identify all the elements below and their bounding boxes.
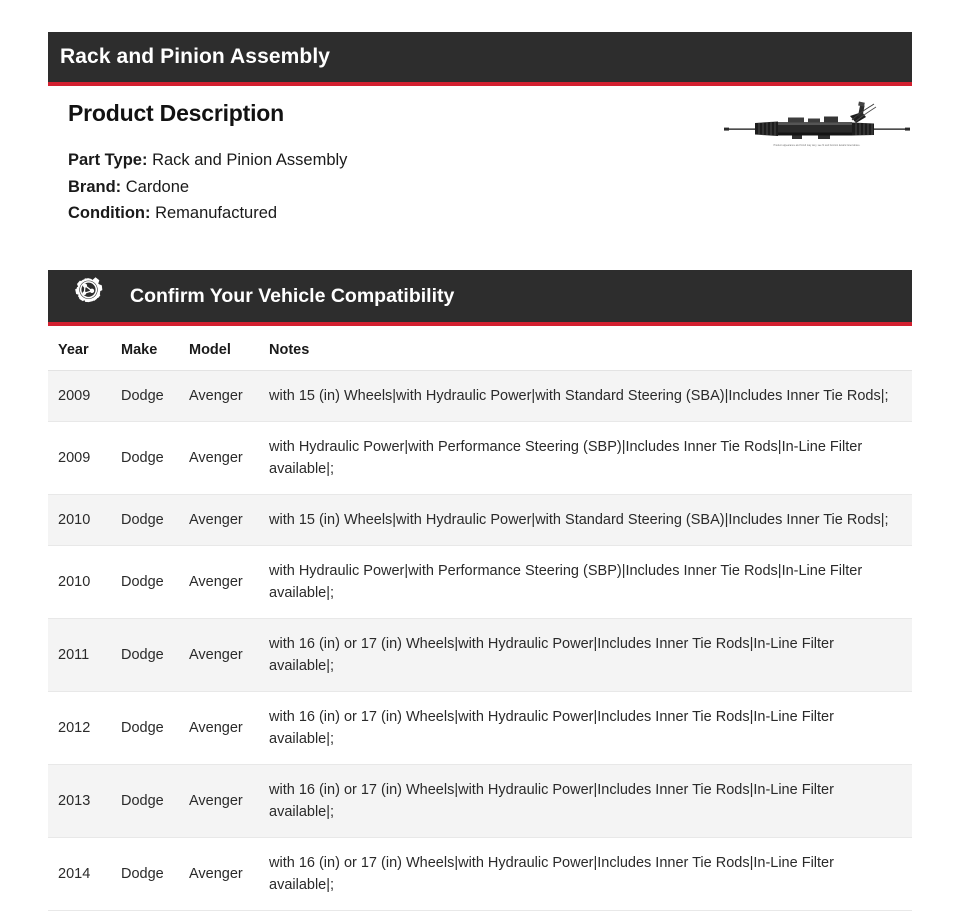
- column-header-make: Make: [111, 330, 179, 371]
- cell-notes: with 16 (in) or 17 (in) Wheels|with Hydraulic Power|Includes Inner Tie Rods|In-Line Filter available|;: [259, 765, 912, 838]
- cell-year: 2010: [48, 546, 111, 619]
- cell-year: 2014: [48, 838, 111, 911]
- table-row: [48, 619, 912, 692]
- table-row: [48, 422, 912, 495]
- column-header-year: Year: [48, 330, 111, 371]
- cell-notes: with 16 (in) or 17 (in) Wheels|with Hydraulic Power|Includes Inner Tie Rods|In-Line Filter available|;: [259, 619, 912, 692]
- cell-notes: with 16 (in) or 17 (in) Wheels|with Hydraulic Power|Includes Inner Tie Rods|In-Line Filter available|;: [259, 838, 912, 911]
- product-image: [722, 100, 912, 156]
- table-row: [48, 495, 912, 546]
- column-header-model: Model: [179, 330, 259, 371]
- table-row: [48, 765, 912, 838]
- table-row: [48, 692, 912, 765]
- table-row: [48, 546, 912, 619]
- cell-make: Dodge: [111, 546, 179, 619]
- cell-model: Avenger: [179, 838, 259, 911]
- rack-and-pinion-assembly-icon: [722, 100, 912, 144]
- cell-make: Dodge: [111, 495, 179, 546]
- cell-year: 2012: [48, 692, 111, 765]
- gear-icon: [68, 276, 108, 316]
- cell-year: 2009: [48, 371, 111, 422]
- spec-row-condition: [68, 200, 912, 227]
- cell-year: 2011: [48, 619, 111, 692]
- cell-make: Dodge: [111, 422, 179, 495]
- product-title-bar: [48, 32, 912, 86]
- spec-label-condition: Condition:: [68, 204, 151, 222]
- cell-model: Avenger: [179, 692, 259, 765]
- cell-model: Avenger: [179, 765, 259, 838]
- fitment-table-body: [48, 371, 912, 911]
- cell-year: 2013: [48, 765, 111, 838]
- page-title: Rack and Pinion Assembly: [60, 45, 331, 68]
- table-row: [48, 838, 912, 911]
- table-row: [48, 371, 912, 422]
- cell-notes: with Hydraulic Power|with Performance Steering (SBP)|Includes Inner Tie Rods|In-Line Filter available|;: [259, 422, 912, 495]
- cell-model: Avenger: [179, 619, 259, 692]
- cell-notes: with 16 (in) or 17 (in) Wheels|with Hydraulic Power|Includes Inner Tie Rods|In-Line Filter available|;: [259, 692, 912, 765]
- cell-model: Avenger: [179, 371, 259, 422]
- cell-make: Dodge: [111, 838, 179, 911]
- vehicle-compatibility-header: [48, 270, 912, 326]
- spec-label-part-type: Part Type:: [68, 151, 148, 169]
- spec-value-brand: Cardone: [125, 177, 190, 196]
- cell-make: Dodge: [111, 619, 179, 692]
- spec-value-part-type: Rack and Pinion Assembly: [152, 151, 348, 169]
- column-header-notes: Notes: [259, 330, 912, 371]
- cell-make: Dodge: [111, 692, 179, 765]
- vehicle-compatibility-title: Confirm Your Vehicle Compatibility: [130, 284, 455, 307]
- cell-model: Avenger: [179, 495, 259, 546]
- cell-notes: with 15 (in) Wheels|with Hydraulic Power|with Standard Steering (SBA)|Includes Inner Tie Rods|;: [259, 371, 912, 422]
- table-header-row: [48, 330, 912, 371]
- spec-row-brand: [68, 174, 912, 201]
- section-heading-product-description: Product Description: [68, 100, 285, 126]
- cell-model: Avenger: [179, 546, 259, 619]
- cell-year: 2010: [48, 495, 111, 546]
- spec-value-condition: Remanufactured: [155, 204, 278, 222]
- spec-label-brand: Brand:: [68, 177, 122, 196]
- product-image-caption: Product appearance and finish may vary, see fit and function details listed above.: [773, 144, 861, 148]
- cell-year: 2009: [48, 422, 111, 495]
- cell-notes: with 15 (in) Wheels|with Hydraulic Power|with Standard Steering (SBA)|Includes Inner Tie Rods|;: [259, 495, 912, 546]
- cell-model: Avenger: [179, 422, 259, 495]
- cell-make: Dodge: [111, 765, 179, 838]
- vehicle-fitment-table: [48, 330, 912, 911]
- cell-notes: with Hydraulic Power|with Performance Steering (SBP)|Includes Inner Tie Rods|In-Line Filter available|;: [259, 546, 912, 619]
- cell-make: Dodge: [111, 371, 179, 422]
